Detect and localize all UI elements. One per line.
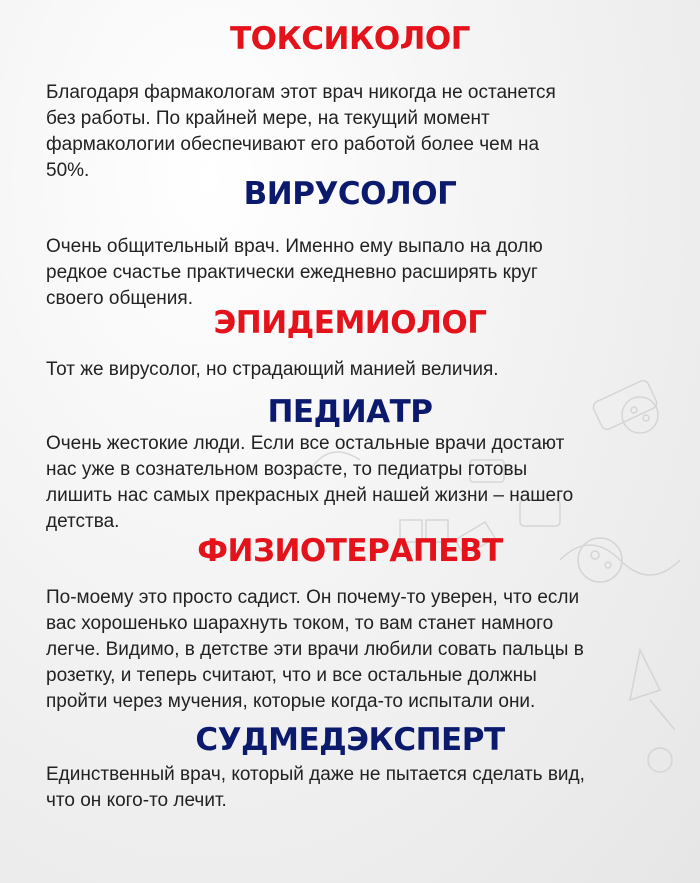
text-line: что он кого-то лечит. (46, 790, 227, 811)
text-line: 50%. (46, 160, 90, 181)
text-line: розетку, и теперь считают, что и все остальные должны (46, 665, 537, 686)
text-line: детства. (46, 511, 120, 532)
paragraph-toxicologist (46, 80, 676, 184)
text-line: лишить нас самых прекрасных дней нашей жизни – нашего (46, 485, 574, 506)
text-line: Благодаря фармакологам этот врач никогда не останется (46, 82, 556, 103)
paragraph-forensic-expert (46, 762, 676, 814)
heading-toxicologist: ТОКСИКОЛОГ (229, 21, 471, 57)
text-line: вас хорошенько шарахнуть током, то вам станет намного (46, 613, 554, 634)
heading-forensic-expert: СУДМЕДЭКСПЕРТ (195, 722, 505, 758)
text-line: фармакологии обеспечивают его работой более чем на (46, 134, 540, 155)
paragraph-epidemiologist (46, 357, 676, 383)
text-line: без работы. По крайней мере, на текущий момент (46, 108, 490, 129)
text-line: своего общения. (46, 288, 193, 309)
text-line: Очень жестокие люди. Если все остальные врачи достают (46, 433, 565, 454)
heading-physiotherapist: ФИЗИОТЕРАПЕВТ (197, 533, 503, 569)
heading-virologist: ВИРУСОЛОГ (243, 176, 457, 212)
text-line: редкое счастье практически ежедневно расширять круг (46, 262, 538, 283)
text-line: нас уже в сознательном возрасте, то педиатры готовы (46, 459, 528, 480)
paragraph-pediatrician (46, 431, 676, 535)
heading-pediatrician: ПЕДИАТР (267, 394, 433, 430)
heading-epidemiologist: ЭПИДЕМИОЛОГ (213, 305, 487, 341)
paragraph-physiotherapist (46, 585, 676, 715)
text-line: Тот же вирусолог, но страдающий манией величия. (46, 359, 499, 380)
paragraph-virologist (46, 234, 676, 312)
text-line: пройти через мучения, которые когда-то испытали они. (46, 691, 536, 712)
text-line: Очень общительный врач. Именно ему выпало на долю (46, 236, 543, 257)
text-line: легче. Видимо, в детстве эти врачи любили совать пальцы в (46, 639, 584, 660)
text-line: По-моему это просто садист. Он почему-то уверен, что если (46, 587, 580, 608)
text-line: Единственный врач, который даже не пытается сделать вид, (46, 764, 585, 785)
